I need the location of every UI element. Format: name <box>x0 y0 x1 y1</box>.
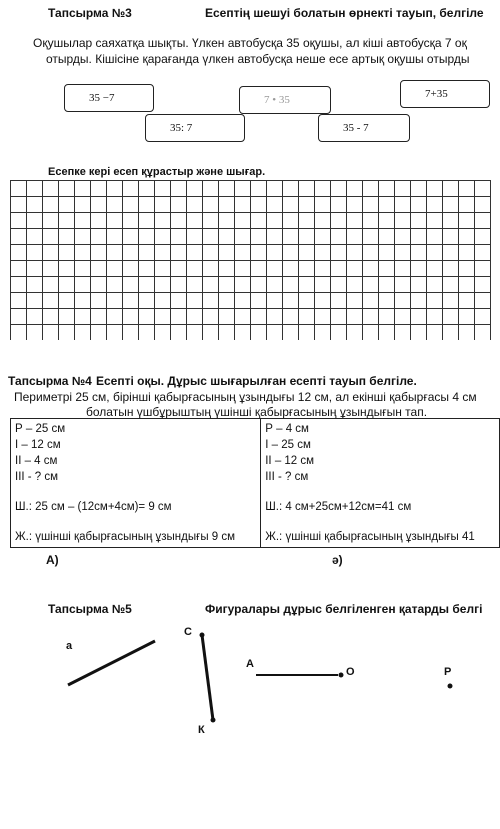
label-c: С <box>184 626 192 638</box>
task5-heading: Фигуралары дұрыс белгіленген қатарды белгі <box>205 602 483 616</box>
inverse-problem-heading: Есепке кері есеп құрастыр және шығар. <box>48 166 266 178</box>
squared-grid[interactable] <box>10 180 500 340</box>
solution-b-answer: Ш.: 4 см+25см+12см=41 см <box>265 501 412 513</box>
point-p[interactable] <box>448 684 453 689</box>
task3-label: Тапсырма №3 <box>48 6 132 20</box>
point-c <box>200 633 205 638</box>
task3-heading: Есептің шешуі болатын өрнекті тауып, белгіле <box>205 6 484 20</box>
task3-problem-line2: отырды. Кішісіне қарағанда үлкен автобусқа неше есе артық оқушы отырды <box>46 52 470 66</box>
option-box-2[interactable]: 7 • 35 <box>239 86 331 114</box>
task5-label: Тапсырма №5 <box>48 602 132 616</box>
option-box-3[interactable]: 7+35 <box>400 80 490 108</box>
solution-a-cell[interactable] <box>11 419 261 548</box>
solution-b-reply: Ж.: үшінші қабырғасының ұзындығы 41 <box>265 531 475 543</box>
label-o: О <box>346 666 355 678</box>
label-a: а <box>66 640 73 652</box>
point-o <box>339 673 344 678</box>
task4-problem-line1: Периметрі 25 см, бірінші қабырғасының ұзындығы 12 см, ал екінші қабырғасы 4 см <box>14 390 477 404</box>
solution-a-line: І – 12 см <box>15 439 61 451</box>
solution-a-letter: А) <box>46 553 59 567</box>
solution-b-line: Р – 4 см <box>265 423 309 435</box>
option-box-4[interactable]: 35: 7 <box>145 114 245 142</box>
label-capital-a: А <box>246 658 254 670</box>
solution-b-line: ІІІ - ? см <box>265 471 309 483</box>
segment-a-figure[interactable] <box>68 641 155 685</box>
label-k: К <box>198 724 205 736</box>
label-p: Р <box>444 666 452 678</box>
task4-problem-line2: болатын үшбұрыштың үшінші қабырғасының ұзындығын тап. <box>86 405 428 419</box>
figures-area <box>0 620 500 740</box>
task3-problem-line1: Оқушылар саяхатқа шықты. Үлкен автобусқа 35 оқушы, ал кіші автобусқа 7 оқ <box>33 36 467 50</box>
solution-b-letter: ә) <box>332 553 343 567</box>
solution-a-reply: Ж.: үшінші қабырғасының ұзындығы 9 см <box>15 531 236 543</box>
solution-a-line: ІІ – 4 см <box>15 455 58 467</box>
solution-b-line: ІІ – 12 см <box>265 455 315 467</box>
solution-b-line: І – 25 см <box>265 439 311 451</box>
solution-a-line: Р – 25 см <box>15 423 66 435</box>
solution-b-cell[interactable] <box>261 419 500 548</box>
task4-heading: Есепті оқы. Дұрыс шығарылған есепті тауып белгіле. <box>96 374 417 388</box>
task4-label: Тапсырма №4 <box>8 374 92 388</box>
segment-ck-figure[interactable] <box>202 635 213 720</box>
solution-a-line: ІІІ - ? см <box>15 471 59 483</box>
point-k <box>211 718 216 723</box>
option-box-1[interactable]: 35 −7 <box>64 84 154 112</box>
option-box-5[interactable]: 35 - 7 <box>318 114 410 142</box>
solutions-table <box>10 418 500 548</box>
solution-a-answer: Ш.: 25 см – (12см+4см)= 9 см <box>15 501 172 513</box>
